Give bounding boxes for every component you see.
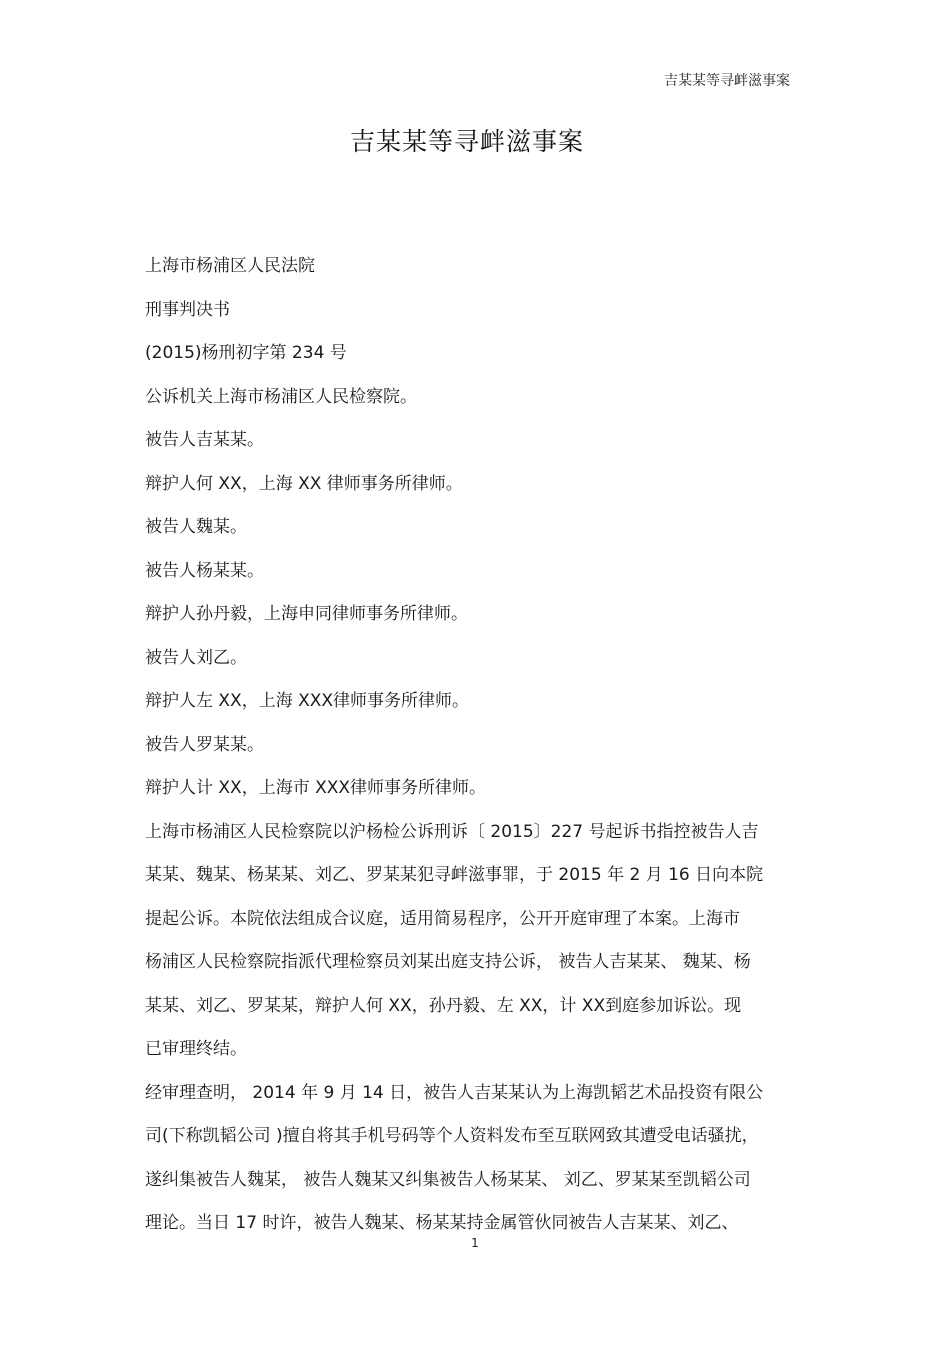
party-line: 被告人罗某某。 xyxy=(145,734,264,755)
running-header: 吉某某等寻衅滋事案 xyxy=(664,73,790,89)
court-name: 上海市杨浦区人民法院 xyxy=(145,256,315,276)
page-number: 1 xyxy=(471,1236,479,1250)
party-line: 被告人刘乙。 xyxy=(145,647,247,668)
party-line: 被告人杨某某。 xyxy=(145,560,264,581)
document-body xyxy=(145,245,810,1246)
prosecutor-line: 公诉机关上海市杨浦区人民检察院。 xyxy=(145,386,417,407)
party-line: 辩护人计 XX，上海市 XXX律师事务所律师。 xyxy=(145,778,487,798)
paragraph-line: 提起公诉。本院依法组成合议庭，适用简易程序，公开开庭审理了本案。上海市 xyxy=(145,908,740,929)
party-line: 辩护人左 XX，上海 XXX律师事务所律师。 xyxy=(145,691,470,711)
document-type: 刑事判决书 xyxy=(145,299,230,320)
paragraph-line: 上海市杨浦区人民检察院以沪杨检公诉刑诉〔 2015〕227 号起诉书指控被告人吉 xyxy=(145,821,759,842)
paragraph-line: 经审理查明， 2014 年 9 月 14 日，被告人吉某某认为上海凯韬艺术品投资有限公 xyxy=(145,1082,764,1103)
paragraph-line: 已审理终结。 xyxy=(145,1039,247,1059)
paragraph-line: 某某、刘乙、罗某某，辩护人何 XX，孙丹毅、左 XX，计 XX到庭参加诉讼。现 xyxy=(145,995,742,1016)
party-line: 辩护人何 XX，上海 XX 律师事务所律师。 xyxy=(145,473,463,494)
paragraph-line: 杨浦区人民检察院指派代理检察员刘某出庭支持公诉， 被告人吉某某、 魏某、杨 xyxy=(145,952,751,972)
paragraph-line: 遂纠集被告人魏某， 被告人魏某又纠集被告人杨某某、 刘乙、罗某某至凯韬公司 xyxy=(145,1169,751,1190)
paragraph-line: 理论。当日 17 时许，被告人魏某、杨某某持金属管伙同被告人吉某某、刘乙、 xyxy=(145,1213,739,1233)
case-number: (2015)杨刑初字第 234 号 xyxy=(145,343,347,363)
document-title: 吉某某等寻衅滋事案 xyxy=(349,127,584,156)
party-line: 辩护人孙丹毅，上海申同律师事务所律师。 xyxy=(145,604,468,624)
party-line: 被告人吉某某。 xyxy=(145,430,264,450)
paragraph-line: 某某、魏某、杨某某、刘乙、罗某某犯寻衅滋事罪，于 2015 年 2 月 16 日向本院 xyxy=(145,865,764,885)
party-line: 被告人魏某。 xyxy=(145,517,247,537)
paragraph-line: 司(下称凯韬公司 )擅自将其手机号码等个人资料发布至互联网致其遭受电话骚扰， xyxy=(145,1126,759,1146)
